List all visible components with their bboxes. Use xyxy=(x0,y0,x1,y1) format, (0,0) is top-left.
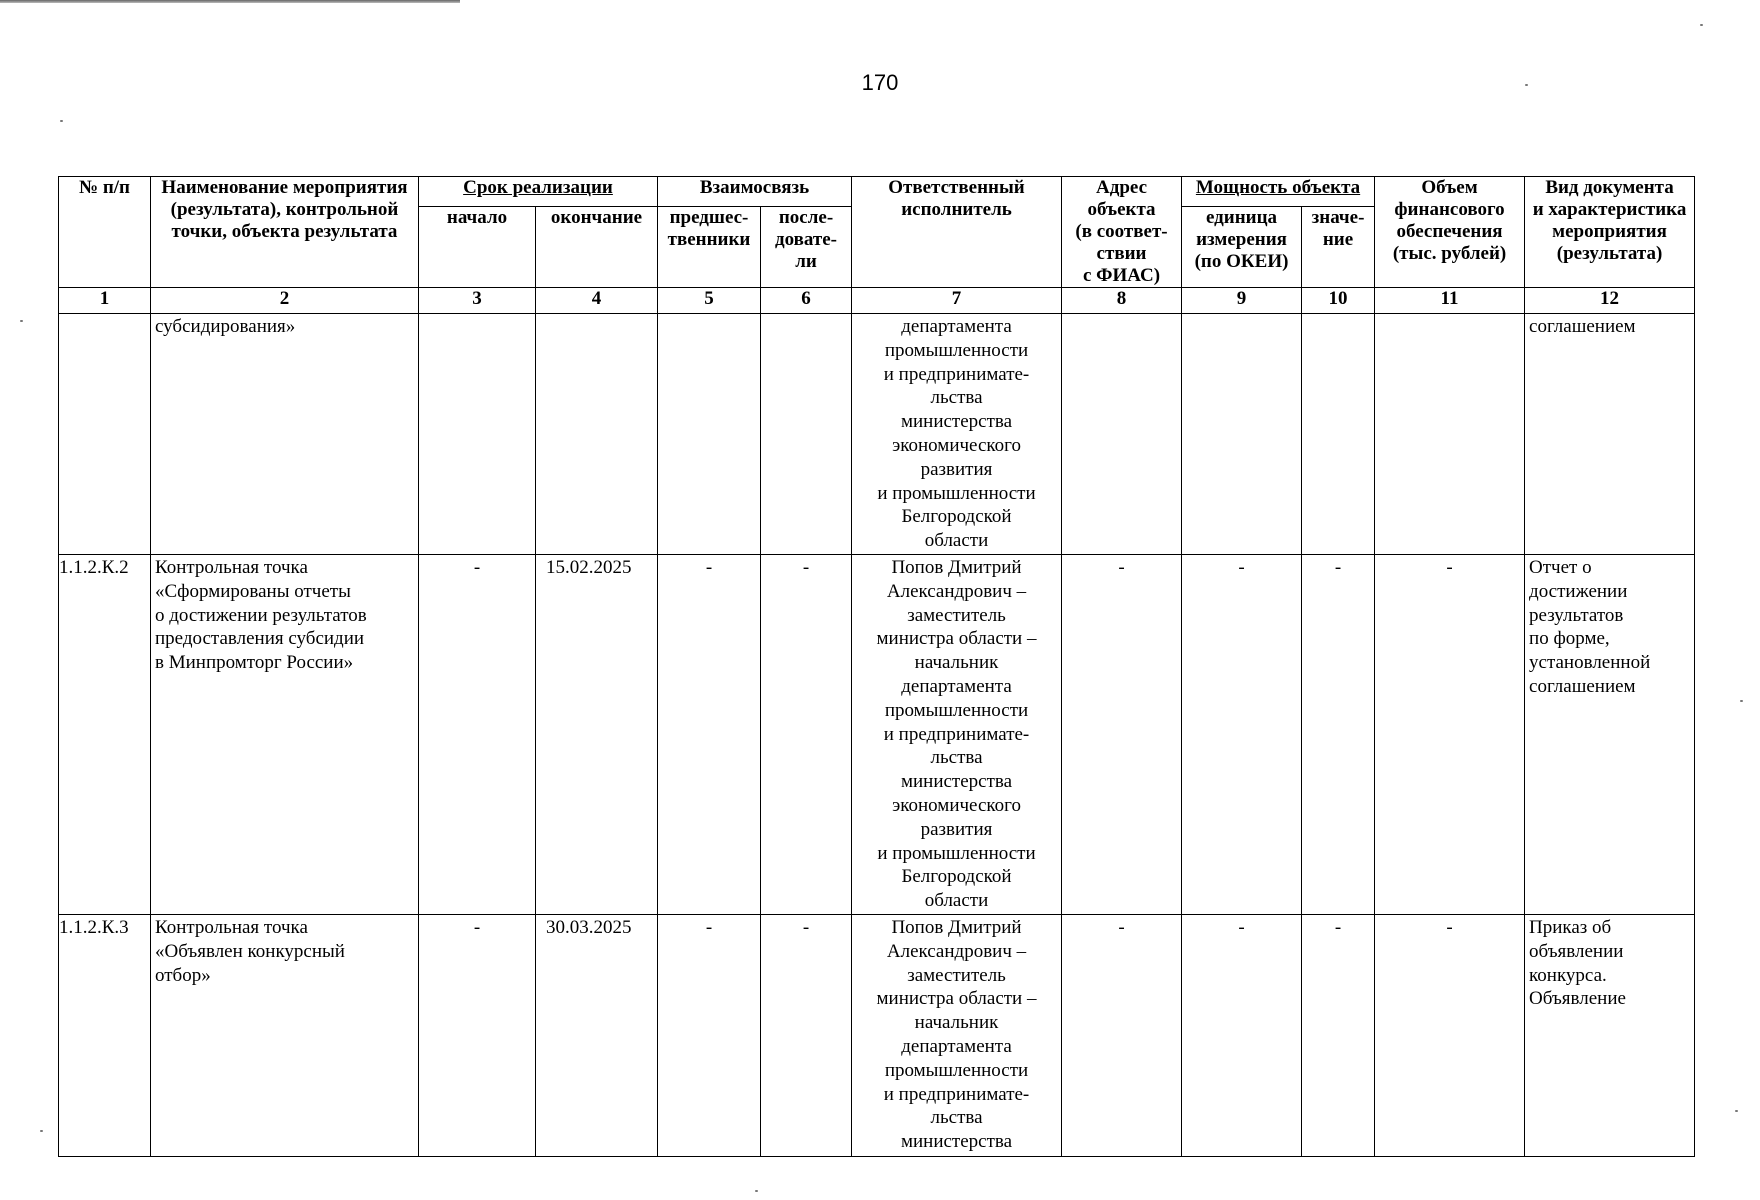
cell-responsible: Попов Дмитрий Александрович – заместитель министра области – начальник департамента промышленности и предпринимате- льства министерства экономического развития и промышленности Белгородской области xyxy=(852,554,1062,914)
scan-speck xyxy=(755,1190,758,1192)
cell-start xyxy=(419,314,536,555)
cell-unit: - xyxy=(1182,914,1302,1156)
cell-prev: - xyxy=(658,914,761,1156)
header-num: № п/п xyxy=(59,177,151,288)
col-number: 12 xyxy=(1525,288,1695,314)
col-number: 5 xyxy=(658,288,761,314)
cell-name: Контрольная точка «Сформированы отчеты о достижении результатов предоставления субсидии в Минпромторг России» xyxy=(151,554,419,914)
header-value: значе- ние xyxy=(1302,207,1375,288)
scan-edge-artifact xyxy=(0,0,460,3)
col-number: 3 xyxy=(419,288,536,314)
page-number: 170 xyxy=(861,70,899,95)
cell-address: - xyxy=(1062,554,1182,914)
table-row xyxy=(59,314,1695,555)
cell-prev: - xyxy=(658,554,761,914)
header-power: Мощность объекта xyxy=(1182,177,1375,207)
cell-name: Контрольная точка «Объявлен конкурсный отбор» xyxy=(151,914,419,1156)
cell-end: 30.03.2025 xyxy=(536,914,658,1156)
header-finance: Объем финансового обеспечения (тыс. рублей) xyxy=(1375,177,1525,288)
cell-next: - xyxy=(761,554,852,914)
header-next: после- довате- ли xyxy=(761,207,852,288)
scan-speck xyxy=(1525,84,1528,86)
col-number: 8 xyxy=(1062,288,1182,314)
col-number: 9 xyxy=(1182,288,1302,314)
cell-next: - xyxy=(761,914,852,1156)
cell-unit: - xyxy=(1182,554,1302,914)
scan-speck xyxy=(1700,24,1703,26)
cell-num: 1.1.2.К.3 xyxy=(59,914,151,1156)
cell-next xyxy=(761,314,852,555)
col-number: 6 xyxy=(761,288,852,314)
header-link: Взаимосвязь xyxy=(658,177,852,207)
col-number: 7 xyxy=(852,288,1062,314)
cell-end: 15.02.2025 xyxy=(536,554,658,914)
col-number: 10 xyxy=(1302,288,1375,314)
cell-unit xyxy=(1182,314,1302,555)
header-doc: Вид документа и характеристика мероприятия (результата) xyxy=(1525,177,1695,288)
cell-doc: Отчет о достижении результатов по форме, установленной соглашением xyxy=(1525,554,1695,914)
header-start: начало xyxy=(419,207,536,288)
cell-doc: Приказ об объявлении конкурса. Объявление xyxy=(1525,914,1695,1156)
cell-num: 1.1.2.К.2 xyxy=(59,554,151,914)
cell-address xyxy=(1062,314,1182,555)
scan-speck xyxy=(40,1130,43,1132)
scan-speck xyxy=(60,120,63,122)
cell-name: субсидирования» xyxy=(151,314,419,555)
scan-speck xyxy=(20,320,23,322)
cell-finance xyxy=(1375,314,1525,555)
table-header xyxy=(59,177,1695,314)
cell-responsible: Попов Дмитрий Александрович – заместитель министра области – начальник департамента промышленности и предпринимате- льства министерства xyxy=(852,914,1062,1156)
header-name: Наименование мероприятия (результата), контрольной точки, объекта результата xyxy=(151,177,419,288)
col-number: 1 xyxy=(59,288,151,314)
scan-speck xyxy=(1735,1110,1738,1112)
cell-finance: - xyxy=(1375,914,1525,1156)
cell-prev xyxy=(658,314,761,555)
cell-responsible: департамента промышленности и предпринимате- льства министерства экономического развития и промышленности Белгородской области xyxy=(852,314,1062,555)
header-term: Срок реализации xyxy=(419,177,658,207)
col-number: 4 xyxy=(536,288,658,314)
scan-speck xyxy=(1740,700,1743,702)
cell-finance: - xyxy=(1375,554,1525,914)
cell-start: - xyxy=(419,914,536,1156)
cell-address: - xyxy=(1062,914,1182,1156)
cell-doc: соглашением xyxy=(1525,314,1695,555)
header-end: окончание xyxy=(536,207,658,288)
header-responsible: Ответственный исполнитель xyxy=(852,177,1062,288)
cell-end xyxy=(536,314,658,555)
cell-num xyxy=(59,314,151,555)
col-number: 11 xyxy=(1375,288,1525,314)
col-number: 2 xyxy=(151,288,419,314)
cell-value xyxy=(1302,314,1375,555)
header-address: Адрес объекта (в соответ- ствии с ФИАС) xyxy=(1062,177,1182,288)
measures-table xyxy=(58,176,1695,1157)
cell-value: - xyxy=(1302,554,1375,914)
cell-start: - xyxy=(419,554,536,914)
table-row xyxy=(59,554,1695,914)
header-unit: единица измерения (по ОКЕИ) xyxy=(1182,207,1302,288)
header-prev: предшес- твенники xyxy=(658,207,761,288)
cell-value: - xyxy=(1302,914,1375,1156)
table-row xyxy=(59,914,1695,1156)
